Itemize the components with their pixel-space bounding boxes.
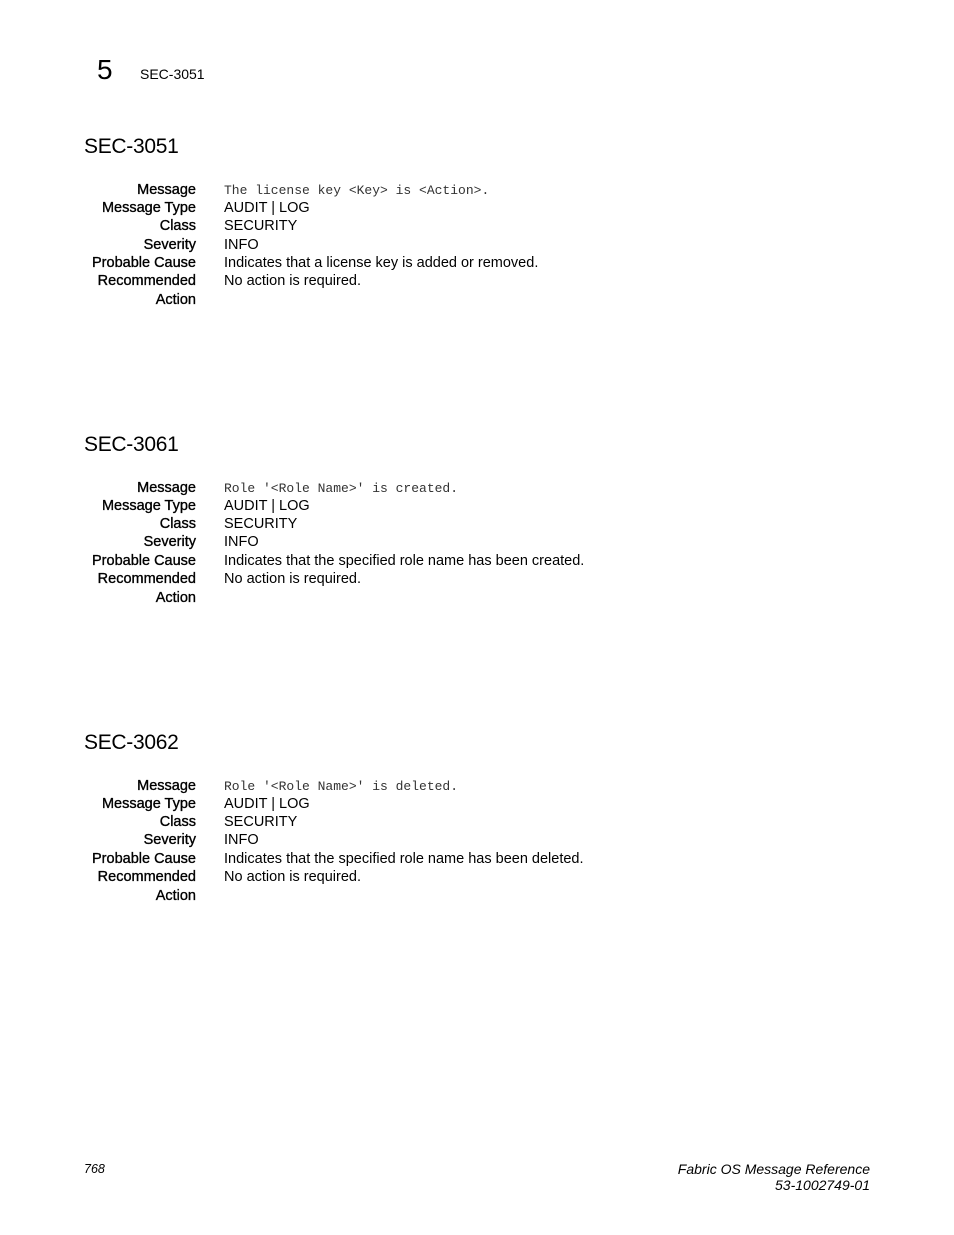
action-word: Action: [155, 888, 196, 904]
severity-label: Severity: [143, 237, 196, 253]
recommended-action-value: No action is required.: [224, 869, 362, 885]
severity-label: Severity: [143, 534, 196, 550]
message-section: [84, 731, 884, 904]
section-heading: SEC-3051: [84, 135, 179, 158]
section-heading: SEC-3061: [84, 433, 179, 456]
action-word: Action: [155, 590, 196, 606]
chapter-number: 5: [97, 54, 113, 85]
recommended-word: Recommended: [97, 571, 196, 587]
class-value: SECURITY: [224, 814, 298, 830]
document-info: [678, 1161, 870, 1193]
message-label: Message: [137, 480, 196, 496]
message-value: The license key <Key> is <Action>.: [224, 183, 490, 198]
message-label: Message: [137, 182, 196, 198]
probable-cause-value: Indicates that the specified role name has been deleted.: [224, 851, 584, 867]
message-label: Message: [137, 778, 196, 794]
recommended-word: Recommended: [97, 273, 196, 289]
severity-value: INFO: [224, 832, 259, 848]
recommended-action-label: [84, 272, 196, 310]
severity-value: INFO: [224, 534, 259, 550]
message-section: [84, 135, 884, 308]
section-heading: SEC-3062: [84, 731, 179, 754]
message-type-value: AUDIT | LOG: [224, 200, 310, 216]
probable-cause-label: Probable Cause: [92, 255, 196, 271]
message-type-value: AUDIT | LOG: [224, 498, 310, 514]
probable-cause-value: Indicates that a license key is added or removed.: [224, 255, 539, 271]
document-title: Fabric OS Message Reference: [677, 1161, 870, 1177]
recommended-action-label: [84, 570, 196, 608]
recommended-word: Recommended: [97, 869, 196, 885]
message-type-label: Message Type: [101, 796, 196, 812]
recommended-action-value: No action is required.: [224, 571, 362, 587]
message-type-label: Message Type: [101, 200, 196, 216]
probable-cause-value: Indicates that the specified role name has been created.: [224, 553, 585, 569]
class-value: SECURITY: [224, 218, 298, 234]
message-type-label: Message Type: [101, 498, 196, 514]
message-value: Role '<Role Name>' is deleted.: [224, 779, 459, 794]
message-type-value: AUDIT | LOG: [224, 796, 310, 812]
probable-cause-label: Probable Cause: [92, 553, 196, 569]
recommended-action-value: No action is required.: [224, 273, 362, 289]
class-label: Class: [159, 516, 196, 532]
message-section: [84, 433, 884, 606]
class-value: SECURITY: [224, 516, 298, 532]
action-word: Action: [155, 292, 196, 308]
severity-label: Severity: [143, 832, 196, 848]
running-title: SEC-3051: [140, 66, 205, 82]
class-label: Class: [159, 218, 196, 234]
recommended-action-label: [84, 868, 196, 906]
page-number: 768: [84, 1162, 105, 1176]
class-label: Class: [159, 814, 196, 830]
severity-value: INFO: [224, 237, 259, 253]
document-number: 53-1002749-01: [775, 1177, 870, 1193]
message-value: Role '<Role Name>' is created.: [224, 481, 459, 496]
probable-cause-label: Probable Cause: [92, 851, 196, 867]
